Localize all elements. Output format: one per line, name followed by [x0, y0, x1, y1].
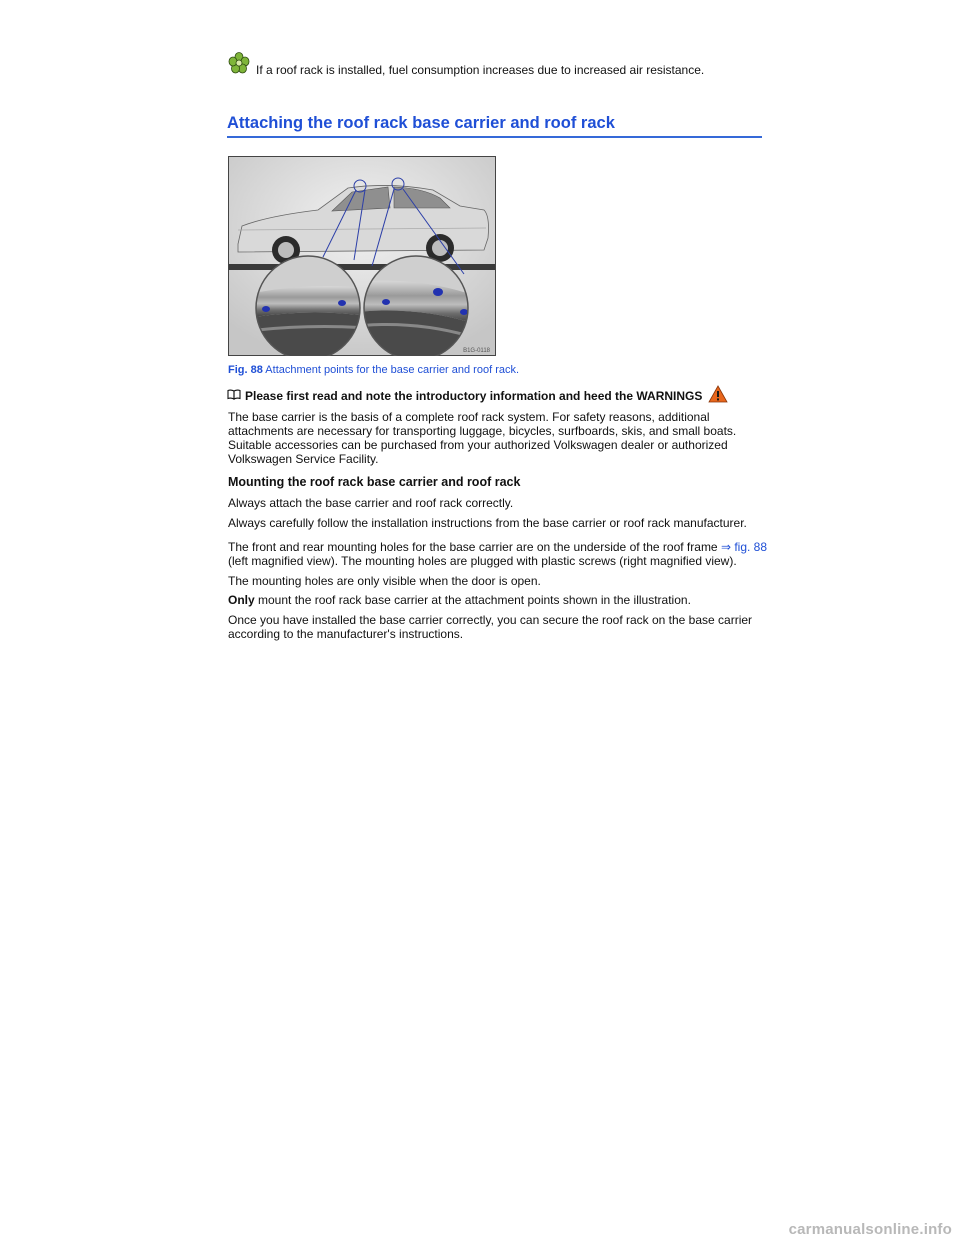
- intro-text: Please first read and note the introductory information and heed the WARNINGS: [245, 388, 703, 403]
- figure-label: Fig. 88: [228, 364, 263, 376]
- mounting-holes-text: The front and rear mounting holes for the base carrier are on the underside of the roof frame: [228, 540, 721, 554]
- flower-tip-icon: [228, 52, 250, 79]
- paragraph-mounting-holes: [228, 540, 768, 568]
- book-icon: [227, 389, 241, 403]
- only-bold: Only: [228, 593, 255, 607]
- warning-triangle-icon[interactable]: [708, 385, 728, 406]
- paragraph-only: [228, 593, 768, 607]
- intro-notice: [227, 385, 728, 406]
- figure-caption-text: Attachment points for the base carrier and roof rack.: [265, 364, 520, 376]
- roof-rack-figure: [228, 156, 496, 356]
- subheading-mounting: Mounting the roof rack base carrier and roof rack: [228, 475, 521, 489]
- tip-text: If a roof rack is installed, fuel consumption increases due to increased air resistance.: [256, 62, 705, 77]
- paragraph-secure: Once you have installed the base carrier correctly, you can secure the roof rack on the base carrier according to the manufacturer's instructions.: [228, 613, 753, 641]
- figure-link[interactable]: ⇒ fig. 88: [720, 540, 768, 554]
- mounting-holes-text-end: (left magnified view). The mounting holes are plugged with plastic screws (right magnified view).: [228, 554, 737, 568]
- figure-code: B1G-0118: [463, 348, 490, 354]
- paragraph-visibility: The mounting holes are only visible when the door is open.: [228, 574, 541, 588]
- paragraph-attach: Always attach the base carrier and roof rack correctly.: [228, 496, 514, 510]
- tip-note: [228, 52, 704, 79]
- watermark: carmanualsonline.info: [788, 1221, 952, 1238]
- section-title: Attaching the roof rack base carrier and roof rack: [227, 114, 762, 138]
- paragraph-base-carrier: The base carrier is the basis of a complete roof rack system. For safety reasons, additional attachments are necessary for transporting luggage, bicycles, surfboards, skis, and small boats. Suitable accessories can be purchased from your authorized Volkswagen dealer or authorized Volkswagen Service Facility.: [228, 410, 737, 466]
- only-rest: mount the roof rack base carrier at the attachment points shown in the illustration.: [254, 593, 691, 607]
- figure-caption: [228, 364, 519, 376]
- paragraph-instructions: Always carefully follow the installation instructions from the base carrier or roof rack manufacturer.: [228, 516, 747, 530]
